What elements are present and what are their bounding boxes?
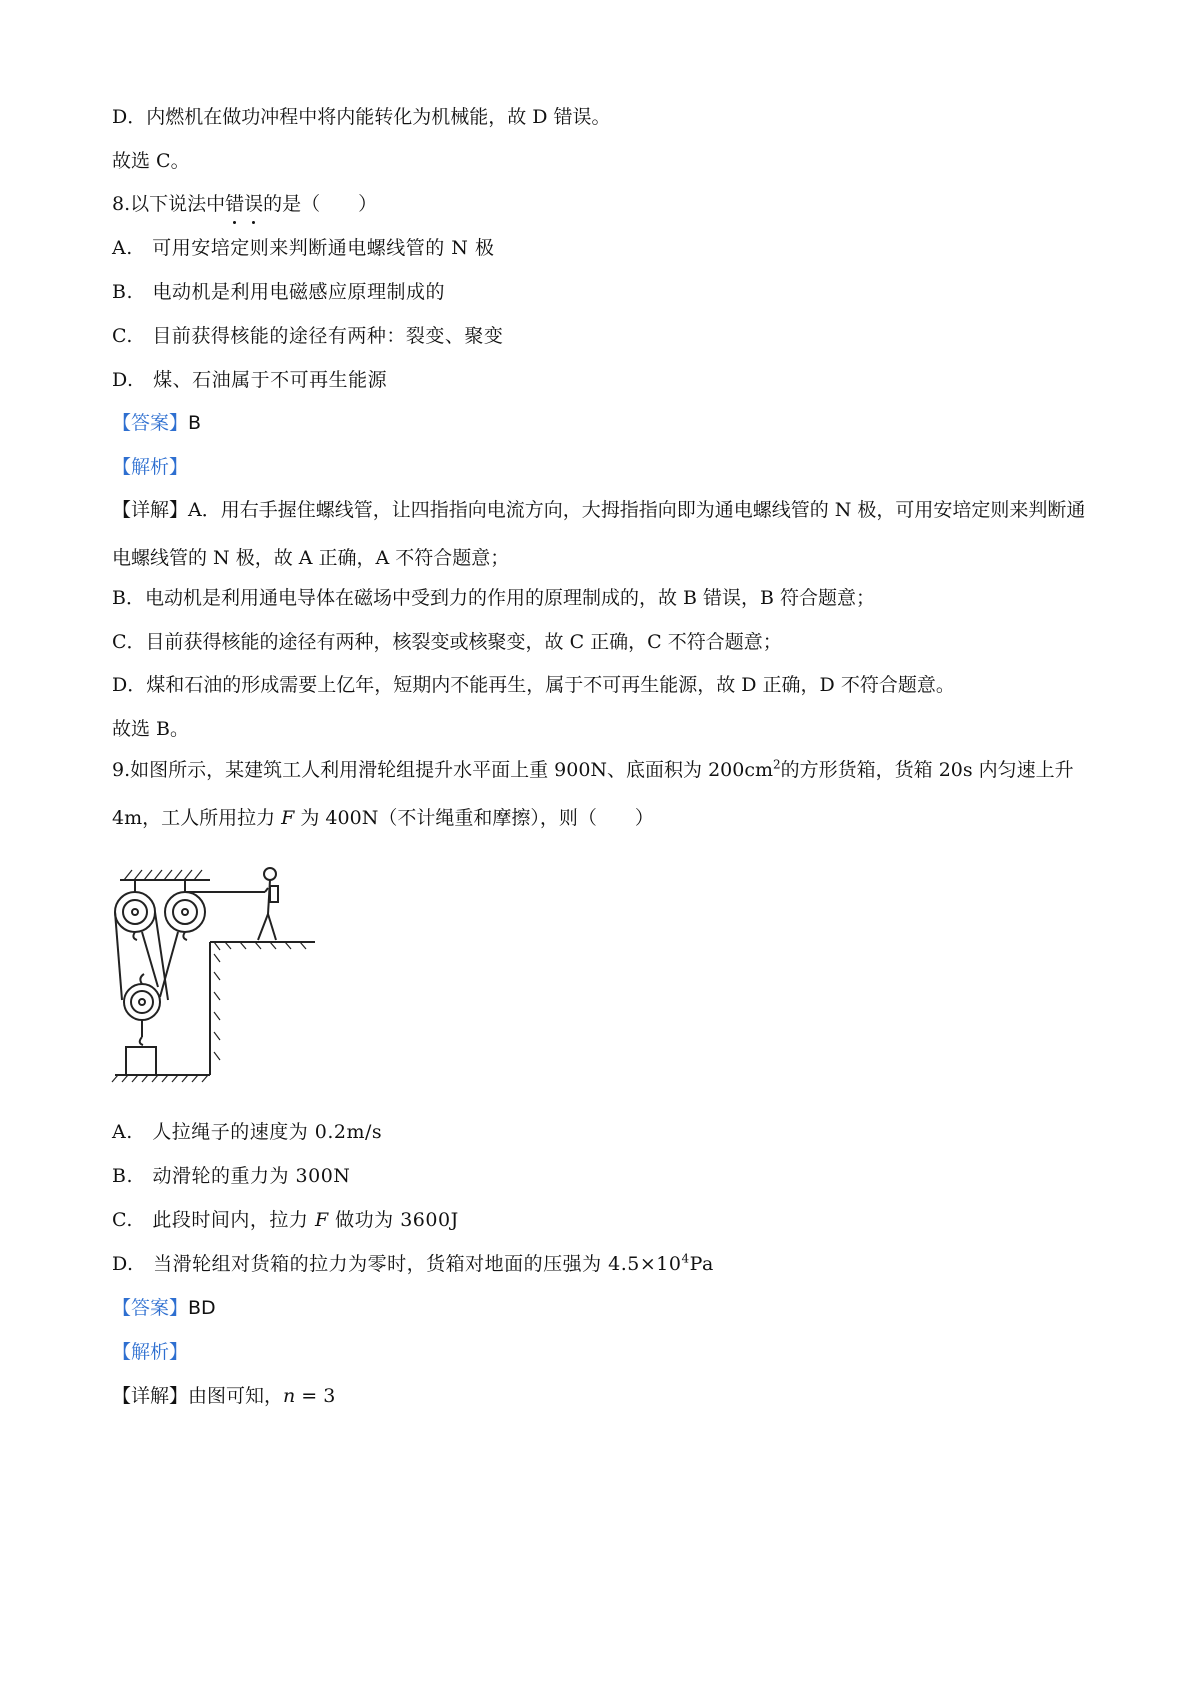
option-a: A. 可用安培定则来判断通电螺线管的 N 极 — [112, 237, 495, 259]
exponent: 4 — [681, 1251, 690, 1266]
text-line: D．内燃机在做功冲程中将内能转化为机械能，故 D 错误。 — [112, 106, 611, 128]
pulley-diagram — [110, 862, 360, 1142]
option-text: C. 此段时间内，拉力 — [112, 1209, 315, 1231]
option-c — [112, 1206, 459, 1234]
option-b: B. 动滑轮的重力为 300N — [112, 1165, 351, 1187]
answer-value: B — [188, 412, 202, 434]
q9-part: 9.如图所示，某建筑工人利用滑轮组提升水平面上重 900N、底面积为 200cm — [112, 759, 774, 781]
text-line: 故选 B。 — [112, 718, 190, 740]
option-d: D. 煤、石油属于不可再生能源 — [112, 369, 388, 391]
option-b: B. 电动机是利用电磁感应原理制成的 — [112, 281, 446, 303]
detail-paragraph: 【详解】A．用右手握住螺线管，让四指指向电流方向，大拇指指向即为通电螺线管的 N 极，可用安培定则来判断通电螺线管的 N 极，故 A 正确，A 不符合题意； — [112, 499, 1086, 569]
variable-n: n — [283, 1385, 296, 1407]
question-8-prefix: 8.以下说法中 — [112, 193, 226, 215]
detail-text: = 3 — [295, 1385, 336, 1407]
text-line: D．煤和石油的形成需要上亿年，短期内不能再生，属于不可再生能源，故 D 正确，D 不符合题意。 — [112, 674, 955, 696]
q9-part: 为 400N（不计绳重和摩擦），则（ ） — [294, 807, 654, 829]
option-text: 做功为 3600J — [328, 1209, 459, 1231]
text-line: 故选 C。 — [112, 150, 190, 172]
text-line: B．电动机是利用通电导体在磁场中受到力的作用的原理制成的，故 B 错误，B 符合题意； — [112, 587, 876, 609]
analysis-label: 【解析】 — [112, 1341, 189, 1363]
option-text: D. 当滑轮组对货箱的拉力为零时，货箱对地面的压强为 4.5×10 — [112, 1253, 682, 1275]
text-line: C．目前获得核能的途径有两种，核裂变或核聚变，故 C 正确，C 不符合题意； — [112, 631, 782, 653]
q9-part: 的方形货箱，货箱 20s 内匀速上升 4m，工人所用拉力 — [112, 759, 1074, 829]
detail-line — [112, 1382, 335, 1410]
force-symbol: F — [314, 1209, 329, 1231]
answer-line — [112, 409, 201, 437]
question-8-stem — [112, 190, 377, 218]
answer-line — [112, 1294, 216, 1322]
option-c: C. 目前获得核能的途径有两种：裂变、聚变 — [112, 325, 504, 347]
force-symbol: F — [281, 807, 295, 829]
question-8-suffix: 的是（ ） — [263, 193, 378, 215]
emphasis-char: 错 — [225, 190, 244, 218]
answer-label: 【答案】 — [112, 412, 189, 434]
detail-text: 【详解】由图可知， — [112, 1385, 284, 1407]
q9-superscript: 2 — [773, 757, 781, 772]
option-a: A. 人拉绳子的速度为 0.2m/s — [112, 1121, 383, 1143]
emphasis-char: 误 — [244, 190, 263, 218]
answer-label: 【答案】 — [112, 1297, 189, 1319]
answer-value: BD — [188, 1297, 216, 1319]
analysis-label: 【解析】 — [112, 456, 189, 478]
question-9-stem — [112, 746, 1092, 842]
option-text: Pa — [689, 1253, 714, 1275]
option-d — [112, 1250, 714, 1278]
